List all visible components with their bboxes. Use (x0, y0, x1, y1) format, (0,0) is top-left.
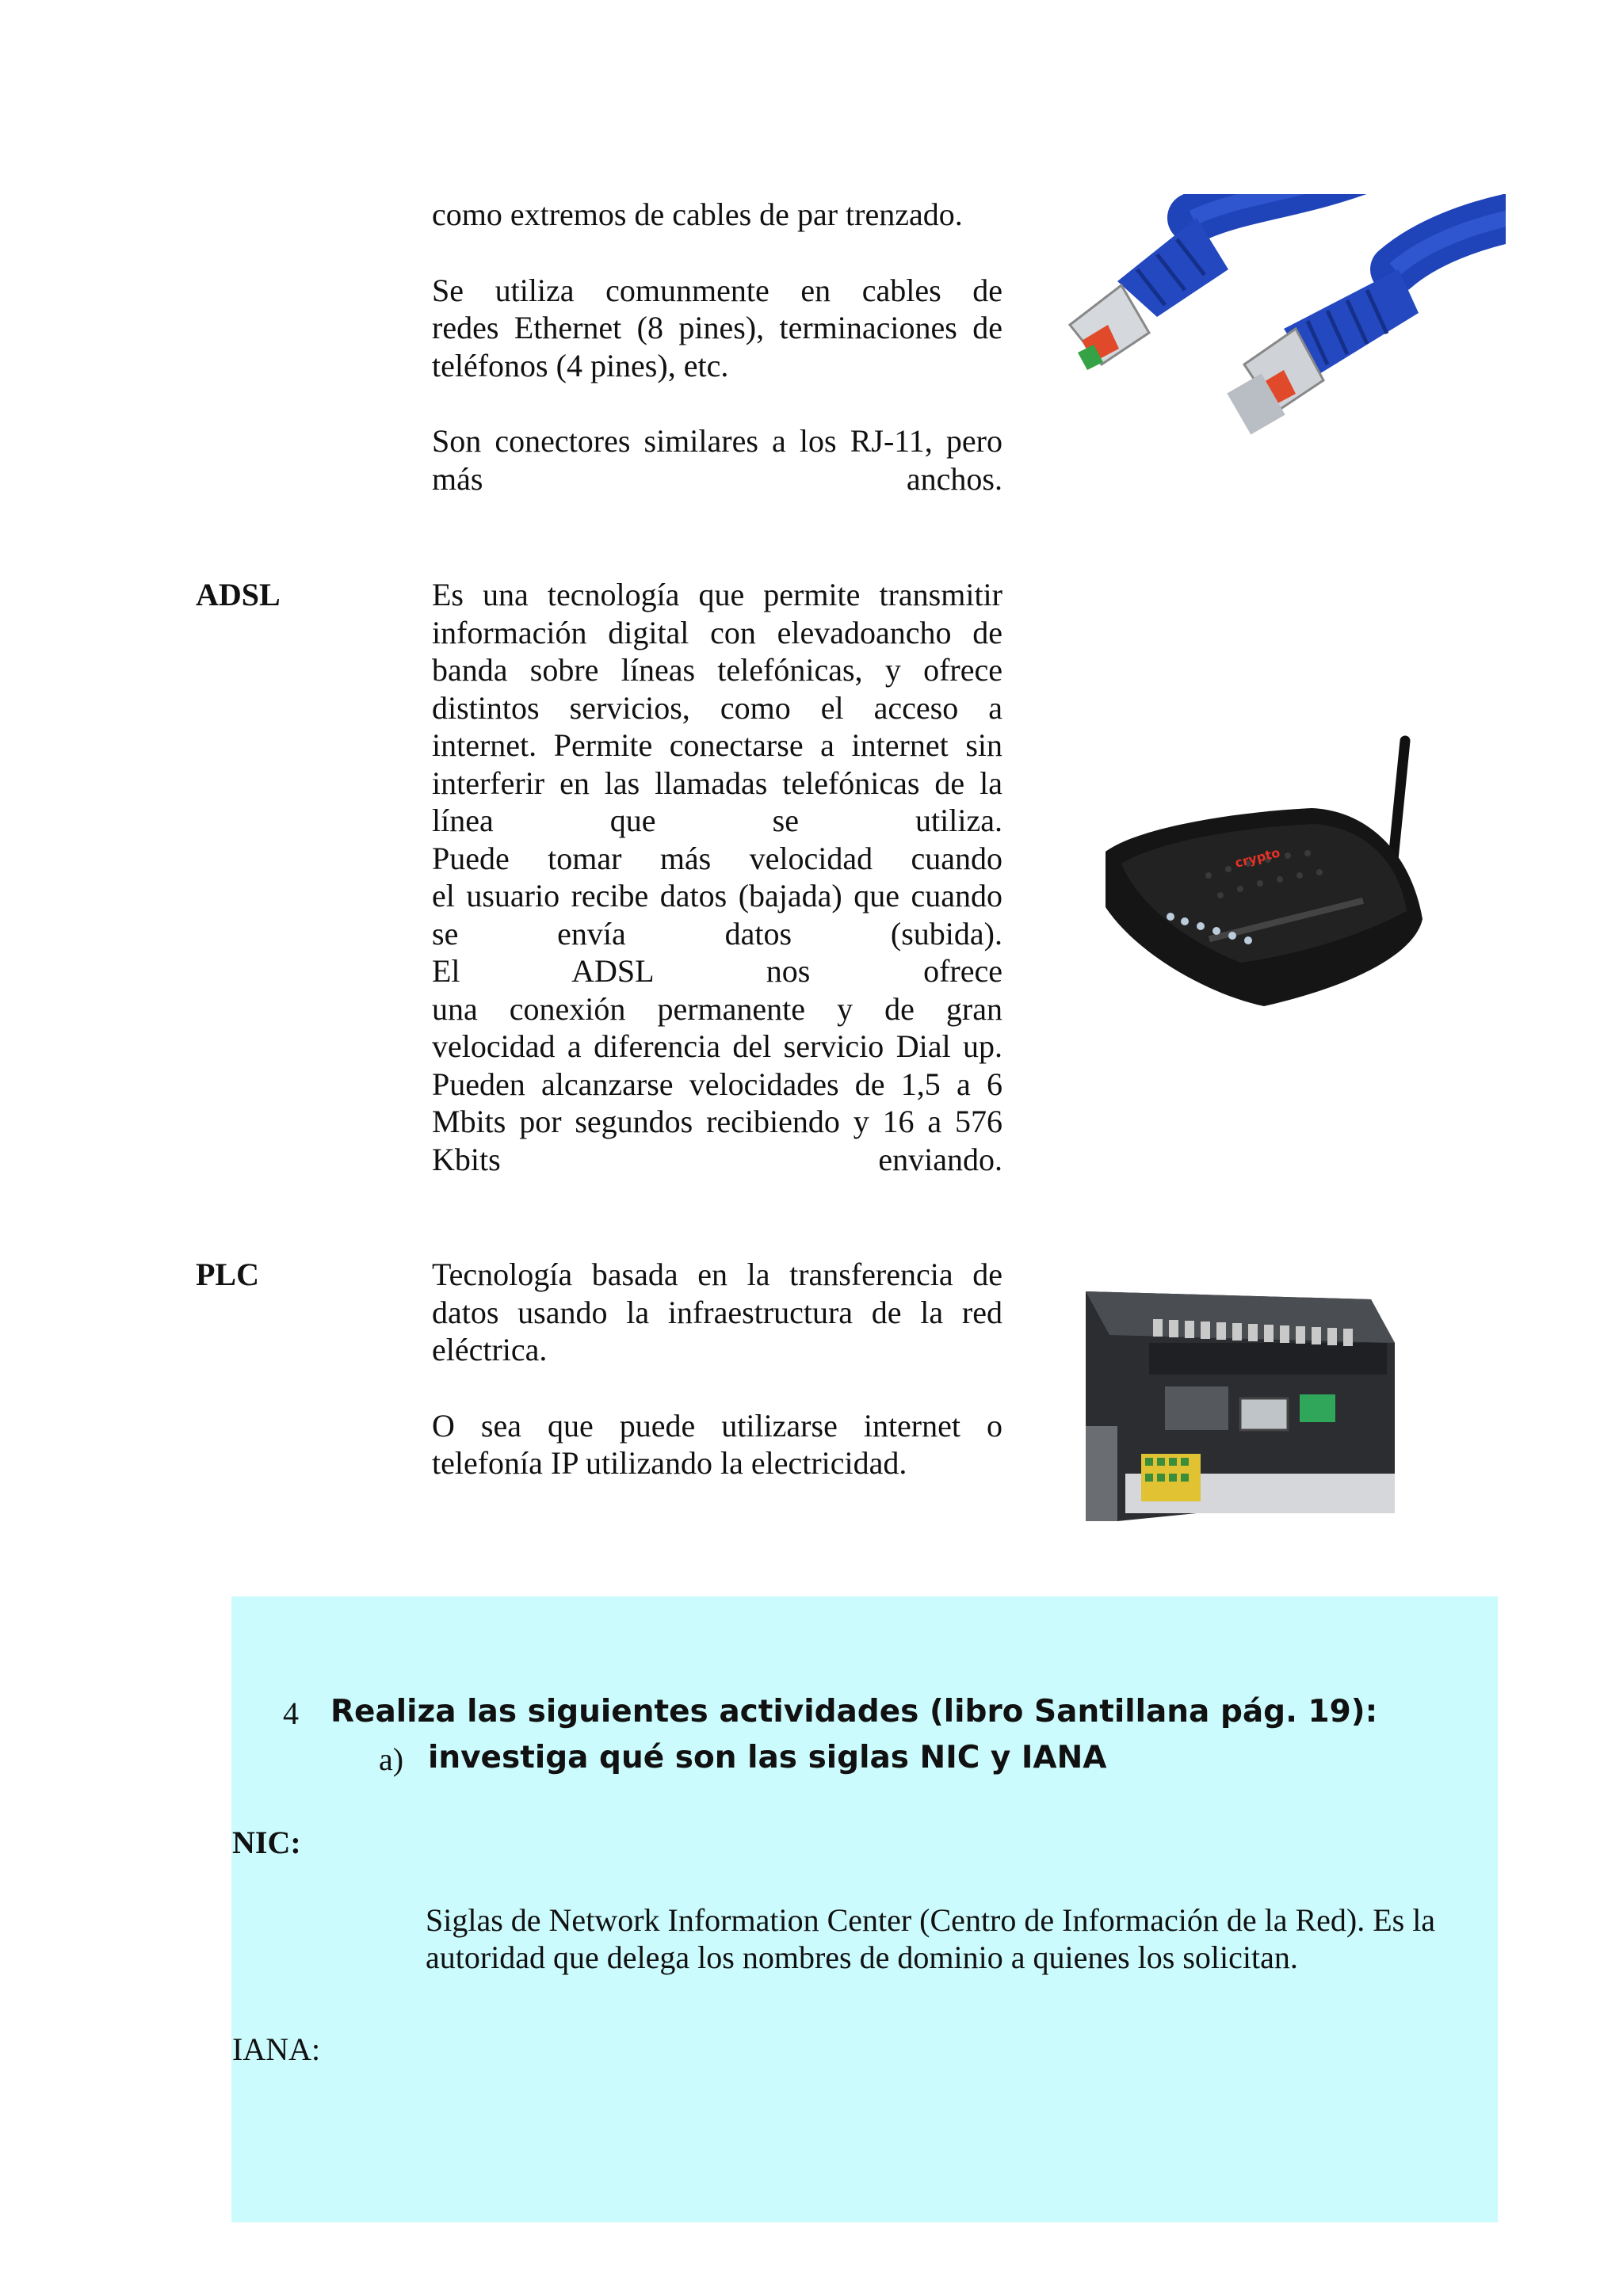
plc-line: telefonía IP utilizando la electricidad. (432, 1445, 907, 1481)
adsl-description (432, 576, 1002, 1216)
rj45-line: redes Ethernet (8 pines), terminaciones de (432, 310, 1002, 345)
adsl-line: el usuario recibe datos (bajada) que cuando (432, 878, 1002, 913)
adsl-line: Mbits por segundos recibiendo y 16 a 576 (432, 1104, 1002, 1139)
adsl-line: una conexión permanente y de gran (432, 990, 1002, 1027)
rj45-line: Se utiliza comunmente en cables de (432, 272, 1002, 308)
adsl-line: se envía datos (subida). (432, 915, 1002, 952)
plc-line: eléctrica. (432, 1332, 548, 1367)
adsl-line: Puede tomar más velocidad cuando (432, 840, 1002, 876)
iana-label: IANA: (232, 2031, 321, 2067)
adsl-line: distintos servicios, como el acceso a (432, 689, 1002, 726)
router-brand: crypto (1233, 845, 1282, 871)
rj45-line: más anchos. (432, 460, 1002, 497)
nic-definition: Siglas de Network Information Center (Centro de Información de la Red). Es la autoridad que delega los nombres de dominio a quienes los solicitan. (426, 1902, 1436, 1975)
adsl-label: ADSL (196, 577, 281, 612)
rj45-line: Son conectores similares a los RJ-11, pero (432, 423, 1002, 459)
adsl-line: información digital con elevadoancho de (432, 614, 1002, 650)
adsl-router-photo (1090, 733, 1442, 1026)
adsl-line: velocidad a diferencia del servicio Dial up. (432, 1028, 1002, 1064)
adsl-line: Es una tecnología que permite transmitir (432, 577, 1002, 612)
task-number: 4 (283, 1695, 299, 1731)
sub-task-marker: a) (379, 1741, 404, 1777)
rj45-line: como extremos de cables de par trenzado. (432, 196, 963, 232)
adsl-line: Pueden alcanzarse velocidades de 1,5 a 6 (432, 1066, 1002, 1102)
plc-label: PLC (196, 1257, 259, 1292)
rj45-line: teléfonos (4 pines), etc. (432, 347, 729, 383)
plc-line: Tecnología basada en la transferencia de (432, 1257, 1002, 1292)
rj45-cable-photo (1046, 194, 1506, 479)
adsl-line: Kbits enviando. (432, 1141, 1002, 1177)
adsl-line: interferir en las llamadas telefónicas de la (432, 765, 1002, 801)
adsl-line: banda sobre líneas telefónicas, y ofrece (432, 652, 1002, 688)
plc-device-photo (1054, 1268, 1419, 1541)
adsl-line: El ADSL nos ofrece (432, 953, 1002, 989)
adsl-line: línea que se utiliza. (432, 803, 1002, 838)
plc-line: O sea que puede utilizarse internet o (432, 1407, 1002, 1444)
sub-task-heading: investiga qué son las siglas NIC y IANA (428, 1740, 1107, 1775)
rj45-description (432, 196, 1002, 536)
plc-description (432, 1256, 1002, 1520)
task-heading: Realiza las siguientes actividades (libro Santillana pág. 19): (330, 1694, 1378, 1730)
nic-label: NIC: (232, 1825, 301, 1860)
adsl-line: internet. Permite conectarse a internet sin (432, 727, 1002, 763)
plc-line: datos usando la infraestructura de la red (432, 1294, 1002, 1330)
